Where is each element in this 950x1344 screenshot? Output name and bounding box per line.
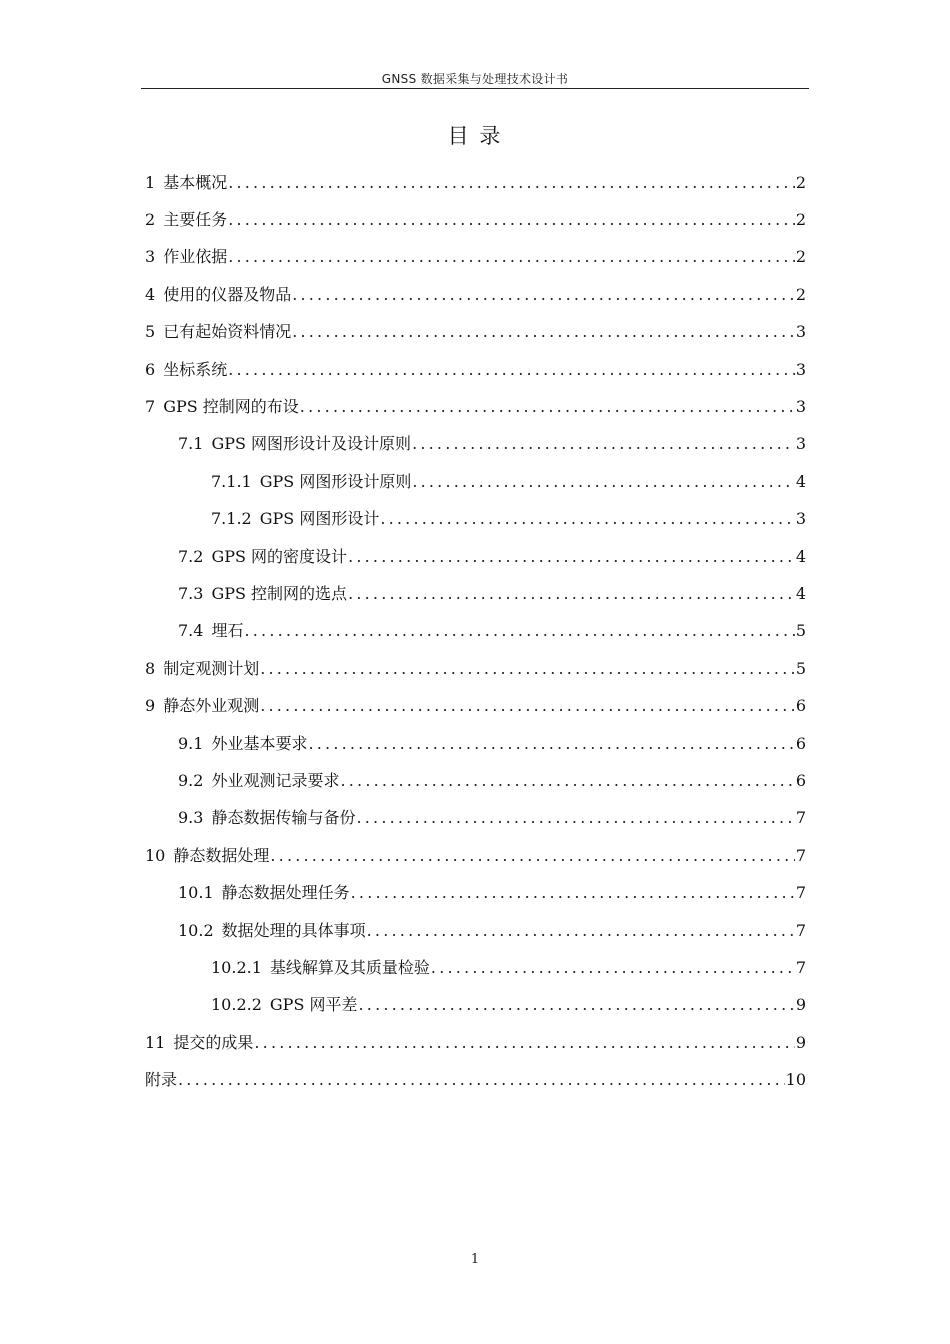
toc-entry-page: 2 — [795, 284, 806, 304]
toc-entry-line — [178, 771, 806, 791]
toc-dot-leader — [228, 360, 795, 380]
toc-entry-page: 7 — [795, 957, 806, 977]
toc-entry-page: 2 — [795, 210, 806, 230]
toc-entry-page: 3 — [795, 434, 806, 454]
toc-entry[interactable] — [0, 1024, 950, 1061]
toc-entry-page: 4 — [795, 471, 806, 491]
toc-entry-label: 静态数据处理任务 — [221, 883, 350, 903]
toc-entry-number: 3 — [145, 247, 156, 267]
toc-entry[interactable] — [0, 874, 950, 911]
toc-entry-label: GPS 网图形设计 — [259, 509, 380, 529]
toc-entry-label: 静态数据传输与备份 — [211, 808, 356, 828]
toc-entry-page: 7 — [795, 808, 806, 828]
toc-title: 目 录 — [447, 124, 503, 148]
toc-entry-label: GPS 控制网的选点 — [211, 583, 348, 603]
toc-entry-number: 7.1.1 — [211, 471, 252, 491]
toc-entry-label: 外业观测记录要求 — [211, 770, 340, 790]
toc-entry-page: 6 — [795, 696, 806, 716]
toc-entry-number: 10.2.2 — [211, 995, 262, 1015]
toc-dot-leader — [254, 1033, 794, 1053]
toc-entry-number: 6 — [145, 359, 156, 379]
toc-dot-leader — [348, 584, 795, 604]
toc-entry-label: 基本概况 — [163, 172, 228, 192]
toc-entry-page: 9 — [795, 995, 806, 1015]
toc-entry-line — [145, 659, 806, 679]
toc-entry[interactable] — [0, 837, 950, 874]
toc-entry[interactable] — [0, 725, 950, 762]
toc-entry-label: 使用的仪器及物品 — [163, 284, 292, 304]
toc-dot-leader — [308, 734, 794, 754]
toc-entry-line — [145, 322, 806, 342]
toc-entry-line — [178, 621, 806, 641]
toc-entry[interactable] — [0, 613, 950, 650]
toc-entry-label: 基线解算及其质量检验 — [269, 957, 430, 977]
toc-dot-leader — [380, 509, 794, 529]
toc-entry-page: 4 — [795, 583, 806, 603]
toc-entry-number: 7 — [145, 397, 156, 417]
toc-entry-page: 4 — [795, 546, 806, 566]
toc-entry[interactable] — [0, 575, 950, 612]
toc-entry-label: 数据处理的具体事项 — [221, 920, 366, 940]
toc-entry-line — [211, 995, 806, 1015]
toc-entry[interactable] — [0, 1061, 950, 1098]
toc-entry-page: 3 — [795, 359, 806, 379]
toc-entry-line — [145, 285, 806, 305]
toc-entry-number: 10 — [145, 845, 166, 865]
toc-entry-line — [145, 210, 806, 230]
toc-entry[interactable] — [0, 949, 950, 986]
toc-dot-leader — [412, 434, 795, 454]
toc-entry-page: 5 — [795, 621, 806, 641]
toc-entry[interactable] — [0, 351, 950, 388]
toc-dot-leader — [228, 173, 795, 193]
toc-entry-page: 3 — [795, 322, 806, 342]
toc-entry[interactable] — [0, 987, 950, 1024]
toc-entry-label: GPS 网图形设计原则 — [259, 471, 412, 491]
toc-entry-page: 3 — [795, 509, 806, 529]
toc-entry-page: 5 — [795, 658, 806, 678]
toc-entry-line — [178, 921, 806, 941]
toc-entry-number: 9 — [145, 696, 156, 716]
running-header: GNSS 数据采集与处理技术设计书 — [381, 72, 569, 86]
toc-entry-line — [211, 472, 806, 492]
toc-entry[interactable] — [0, 239, 950, 276]
toc-entry-line — [178, 734, 806, 754]
toc-entry[interactable] — [0, 164, 950, 201]
toc-entry[interactable] — [0, 201, 950, 238]
toc-entry-label: 坐标系统 — [163, 359, 228, 379]
toc-dot-leader — [367, 921, 795, 941]
toc-entry-number: 10.2 — [178, 920, 214, 940]
toc-entry[interactable] — [0, 314, 950, 351]
toc-entry-line — [145, 846, 806, 866]
toc-entry-line — [178, 808, 806, 828]
toc-entry[interactable] — [0, 501, 950, 538]
toc-entry-page: 10 — [785, 1070, 806, 1090]
toc-entry-page: 7 — [795, 845, 806, 865]
toc-dot-leader — [292, 322, 795, 342]
toc-entry-label: 已有起始资料情况 — [163, 322, 292, 342]
toc-dot-leader — [260, 659, 795, 679]
toc-entry-page: 7 — [795, 883, 806, 903]
toc-entry-line — [145, 696, 806, 716]
toc-entry-number: 11 — [145, 1032, 166, 1052]
toc-entry-number: 1 — [145, 172, 156, 192]
toc-entry-page: 2 — [795, 247, 806, 267]
toc-entry-line — [145, 397, 806, 417]
toc-entry-number: 7.1 — [178, 434, 204, 454]
toc-dot-leader — [292, 285, 795, 305]
toc-entry-number: 9.3 — [178, 808, 204, 828]
toc-entry[interactable] — [0, 762, 950, 799]
toc-entry-label: 静态数据处理 — [173, 845, 270, 865]
toc-entry-label: GPS 网的密度设计 — [211, 546, 348, 566]
toc-dot-leader — [359, 995, 795, 1015]
toc-entry-line — [145, 1070, 806, 1090]
toc-entry[interactable] — [0, 687, 950, 724]
toc-dot-leader — [228, 210, 795, 230]
toc-dot-leader — [260, 696, 795, 716]
toc-entry-number: 10.1 — [178, 883, 214, 903]
toc-dot-leader — [244, 621, 794, 641]
toc-entry[interactable] — [0, 276, 950, 313]
toc-dot-leader — [228, 247, 795, 267]
toc-entry-number: 2 — [145, 210, 156, 230]
toc-entry[interactable] — [0, 388, 950, 425]
toc-entry-page: 2 — [795, 172, 806, 192]
toc-entry-page: 9 — [795, 1032, 806, 1052]
toc-entry-line — [178, 584, 806, 604]
toc-entry-number: 7.1.2 — [211, 509, 252, 529]
toc-entry-label: 作业依据 — [163, 247, 228, 267]
toc-entry-line — [211, 509, 806, 529]
toc-entry-number: 9.1 — [178, 733, 204, 753]
toc-entry-line — [145, 360, 806, 380]
toc-dot-leader — [351, 883, 795, 903]
toc-entry-page: 6 — [795, 733, 806, 753]
toc-entry-label: 附录 — [145, 1070, 178, 1090]
toc-entry-number: 7.2 — [178, 546, 204, 566]
toc-entry[interactable] — [0, 426, 950, 463]
toc-entry-page: 6 — [795, 770, 806, 790]
toc-dot-leader — [348, 547, 795, 567]
toc-entry-number: 8 — [145, 658, 156, 678]
toc-entry-line — [178, 547, 806, 567]
toc-entry[interactable] — [0, 650, 950, 687]
toc-dot-leader — [178, 1070, 785, 1090]
toc-dot-leader — [431, 958, 795, 978]
toc-entry[interactable] — [0, 463, 950, 500]
toc-entry-number: 10.2.1 — [211, 957, 262, 977]
toc-dot-leader — [340, 771, 794, 791]
toc-entry-label: GPS 网图形设计及设计原则 — [211, 434, 412, 454]
page-number: 1 — [470, 1252, 480, 1267]
toc-entry-label: GPS 网平差 — [269, 995, 358, 1015]
toc-entry-line — [145, 1033, 806, 1053]
toc-dot-leader — [412, 472, 794, 492]
toc-entry-number: 4 — [145, 284, 156, 304]
header-rule — [141, 88, 809, 89]
toc-entry-label: 静态外业观测 — [163, 696, 260, 716]
toc-entry-label: 埋石 — [211, 621, 244, 641]
toc-entry-label: 提交的成果 — [173, 1032, 254, 1052]
toc-entry-page: 3 — [795, 397, 806, 417]
toc-dot-leader — [270, 846, 794, 866]
toc-entry-label: GPS 控制网的布设 — [163, 397, 299, 417]
toc-entry-line — [211, 958, 806, 978]
toc-entry-label: 主要任务 — [163, 210, 228, 230]
toc-entry-label: 制定观测计划 — [163, 658, 260, 678]
toc-entry-line — [178, 883, 806, 903]
toc-entry-label: 外业基本要求 — [211, 733, 308, 753]
toc-entry-page: 7 — [795, 920, 806, 940]
toc-entry-number: 7.4 — [178, 621, 204, 641]
toc-entry[interactable] — [0, 912, 950, 949]
toc-dot-leader — [356, 808, 794, 828]
toc-entry-line — [145, 173, 806, 193]
toc-entry[interactable] — [0, 800, 950, 837]
toc-entry-line — [178, 434, 806, 454]
toc-entry[interactable] — [0, 538, 950, 575]
table-of-contents — [0, 164, 950, 1099]
toc-entry-number: 7.3 — [178, 583, 204, 603]
toc-entry-number: 5 — [145, 322, 156, 342]
toc-dot-leader — [300, 397, 795, 417]
toc-entry-line — [145, 247, 806, 267]
toc-entry-number: 9.2 — [178, 770, 204, 790]
